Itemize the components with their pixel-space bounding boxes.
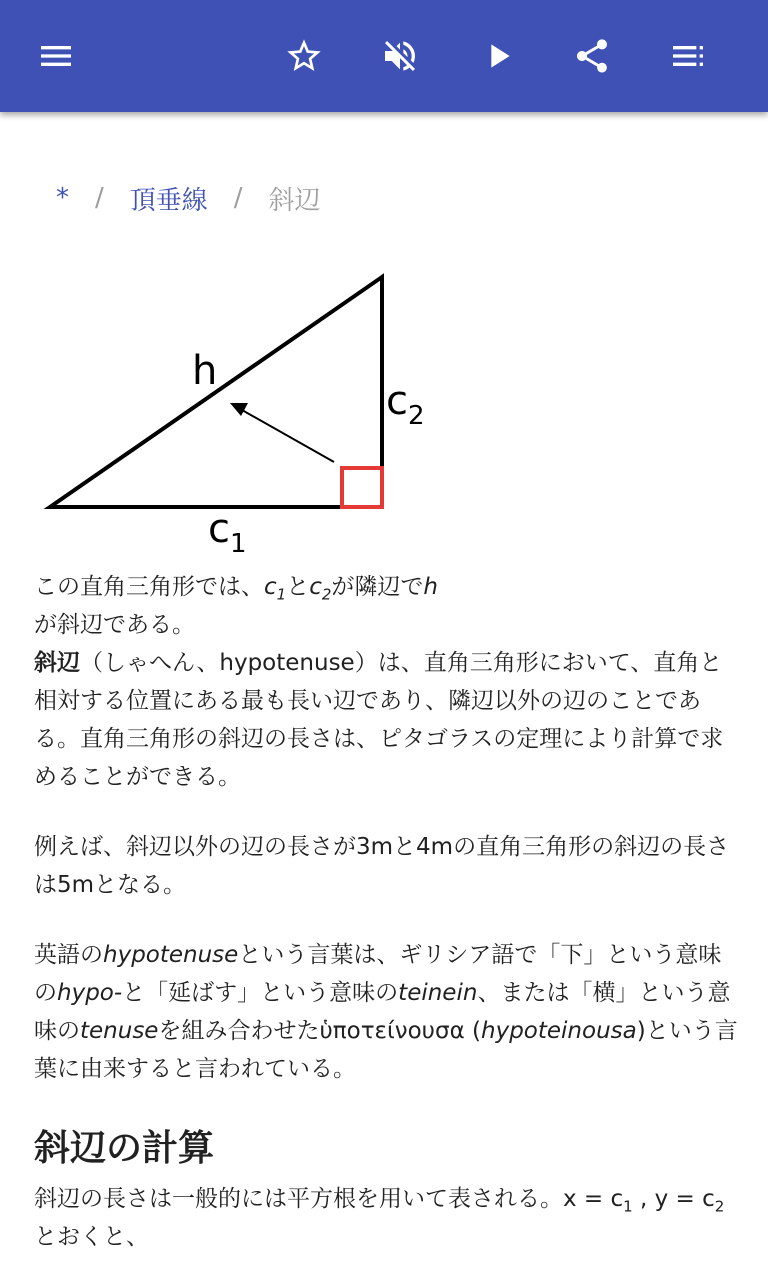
section-heading: 斜辺の計算 [34, 1128, 215, 1169]
app-bar [0, 0, 768, 112]
breadcrumb-current: 斜辺 [268, 185, 321, 216]
arrow-line [242, 410, 334, 462]
label-c2: $c_2$ [386, 378, 425, 431]
label-h: h [192, 348, 218, 394]
play-button[interactable] [470, 28, 526, 84]
right-angle-marker [342, 468, 382, 507]
breadcrumb-separator: / [233, 183, 243, 213]
mute-icon [380, 36, 420, 76]
etymology-paragraph: 英語のhypotenuseという言葉は、ギリシア語で「下」という意味のhypo-と「延ばす」という意味のteinein、または「横」という意味のtenuseを組み合わせたὑποτείνουσα (hypoteinousa)という言葉に由来すると言われている。 [34, 942, 738, 1082]
figure-caption: この直角三角形では、$c_1$と$c_2$が隣辺でhが斜辺である。 [34, 574, 438, 638]
mute-button[interactable] [372, 28, 428, 84]
breadcrumb [56, 178, 321, 218]
share-icon [572, 36, 612, 76]
arrow-head [230, 403, 248, 416]
breadcrumb-separator: / [95, 183, 104, 213]
breadcrumb-parent[interactable]: 頂垂線 [129, 185, 208, 216]
intro-paragraph: 斜辺（しゃへん、hypotenuse）は、直角三角形において、直角と相対する位置にある最も長い辺であり、隣辺以外の辺のことである。直角三角形の斜辺の長さは、ピタゴラスの定理により計算で求めることができる。 [34, 650, 724, 790]
menu-button[interactable] [28, 28, 84, 84]
star-icon [284, 36, 324, 76]
right-triangle-figure[interactable] [36, 262, 456, 562]
list-icon [668, 36, 708, 76]
breadcrumb-home[interactable]: * [56, 183, 69, 213]
term-bold: 斜辺 [34, 650, 80, 676]
menu-icon [36, 36, 76, 76]
play-icon [478, 36, 518, 76]
contents-button[interactable] [660, 28, 716, 84]
example-paragraph: 例えば、斜辺以外の辺の長さが3mと4mの直角三角形の斜辺の長さは5mとなる。 [34, 834, 730, 898]
bookmark-button[interactable] [276, 28, 332, 84]
calculation-paragraph: 斜辺の長さは一般的には平方根を用いて表される。$x = c_1$ , $y = c_2$とおくと、 [34, 1186, 725, 1250]
label-c1: $c_1$ [208, 506, 247, 559]
share-button[interactable] [564, 28, 620, 84]
